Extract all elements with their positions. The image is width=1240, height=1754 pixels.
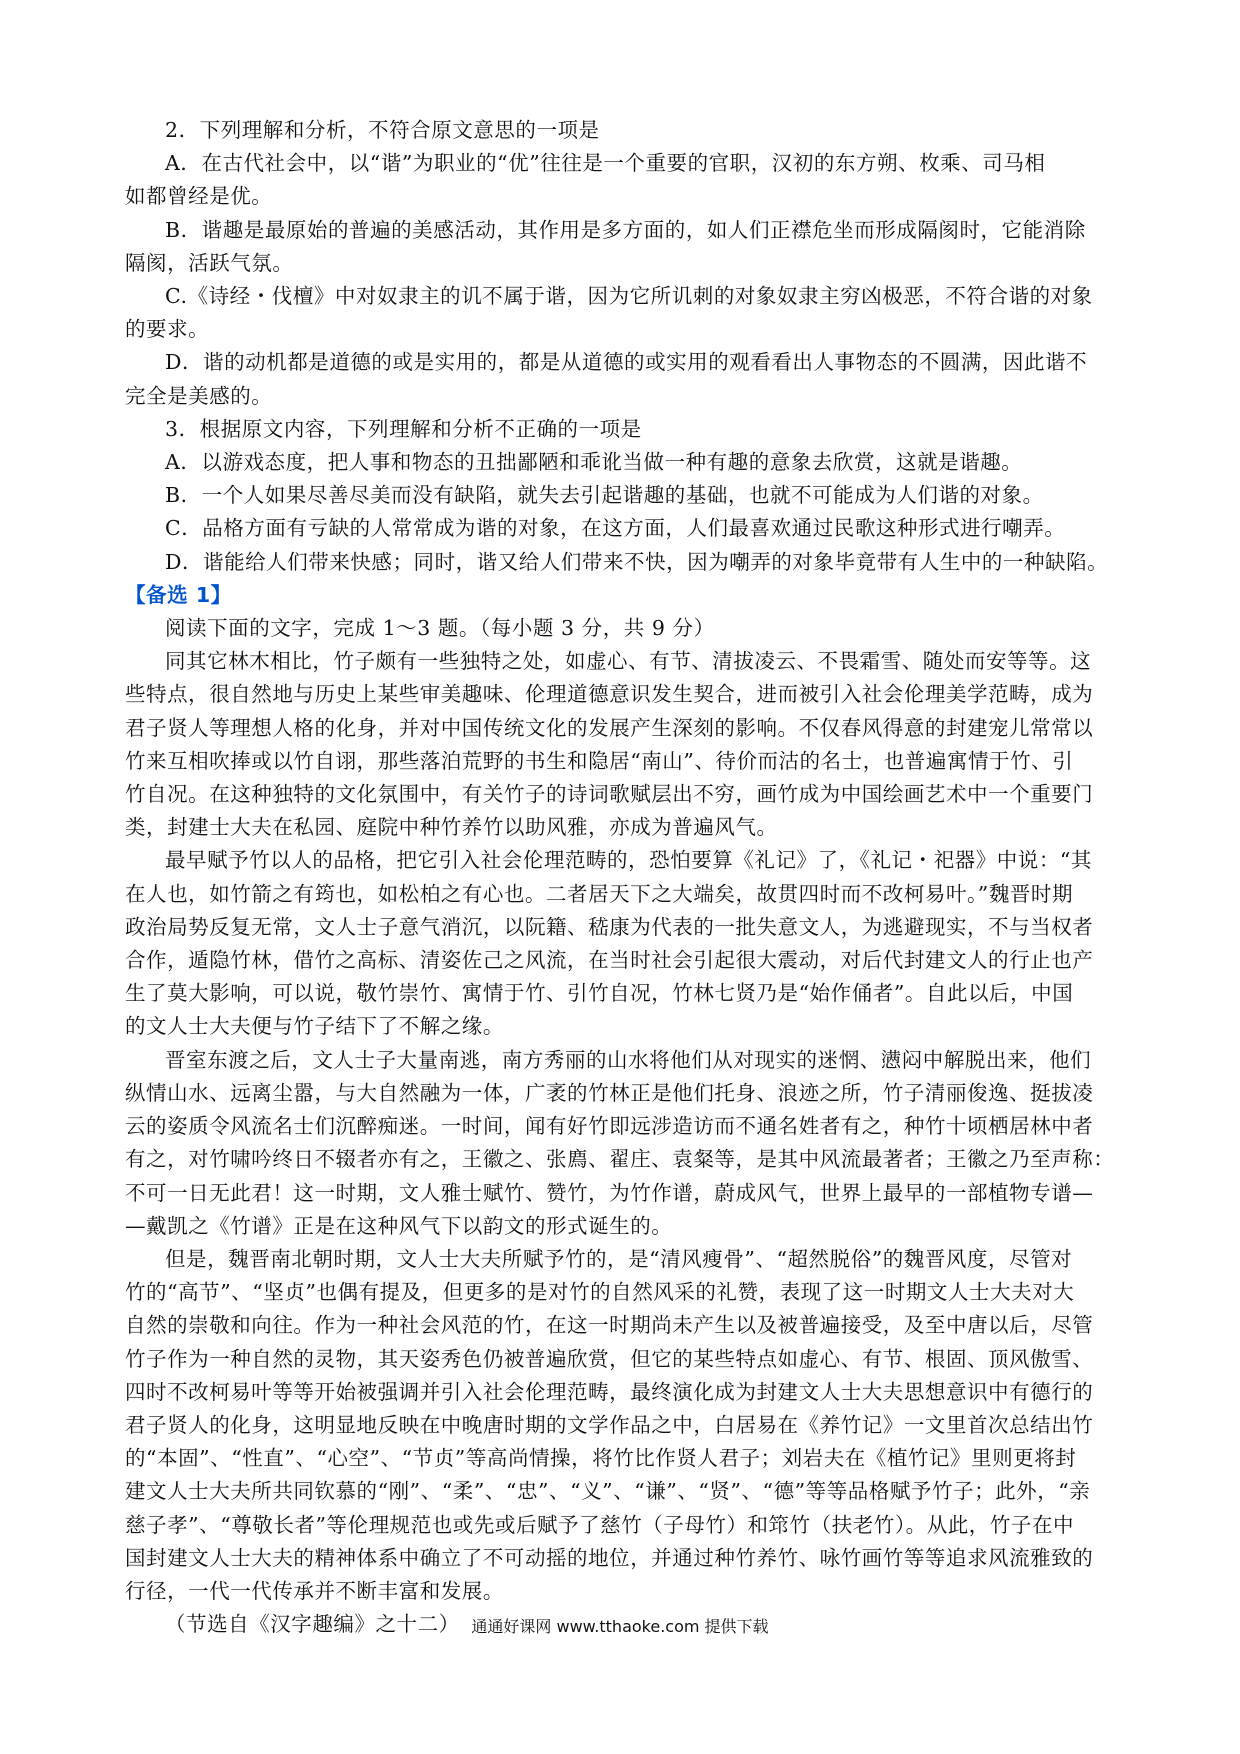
question-3 (125, 413, 1121, 579)
document-body (125, 114, 1121, 1641)
option-b: B．一个人如果尽善尽美而没有缺陷，就失去引起谐趣的基础，也就不可能成为人们谐的对象。 (165, 483, 1044, 508)
passage-paragraph-2: 最早赋予竹以人的品格，把它引入社会伦理范畴的，恐怕要算《礼记》了，《礼记・祀器》中说：“其 在人也，如竹箭之有筠也，如松柏之有心也。二者居天下之大端矣，故贯四时而不改柯易叶。”魏晋时期 政治局势反复无常，文人士子意气消沉，以阮籍、嵇康为代表的一批失意文人，为逃避现实，不与当权者 合作，遁隐竹林，借竹之高标、清姿佐己之风流，在当时社会引起很大震动，对后代封建文人的行止也产 生了莫大影响，可以说，敬竹崇竹、寓情于竹、引竹自况，竹林七贤乃是“始作俑者”。自此以后，中国 的文人士大夫便与竹子结下了不解之缘。 (125, 848, 1094, 1039)
reading-instruction: 阅读下面的文字，完成 1～3 题。（每小题 3 分，共 9 分） (165, 616, 715, 641)
option-a: A．以游戏态度，把人事和物态的丑拙鄙陋和乖讹当做一种有趣的意象去欣赏，这就是谐趣。 (165, 450, 1023, 475)
passage-paragraph-3: 晋室东渡之后，文人士子大量南逃，南方秀丽的山水将他们从对现实的迷惘、懑闷中解脱出来，他们 纵情山水、远离尘嚣，与大自然融为一体，广袤的竹林正是他们托身、浪迹之所，竹子清丽俊逸、挺拔凌 云的姿质令风流名士们沉醉痴迷。一时间，闻有好竹即远涉造访而不通名姓者有之，种竹十顷栖居林中者 有之，对竹啸吟终日不辍者亦有之，王徽之、张廌、翟庄、袁粲等，是其中风流最著者；王徽之乃至声称： 不可一日无此君！这一时期，文人雅士赋竹、赞竹，为竹作谱，蔚成风气，世界上最早的一部植物专谱— —戴凯之《竹谱》正是在这种风气下以韵文的形式诞生的。 (125, 1047, 1115, 1238)
option-c: C.《诗经・伐檀》中对奴隶主的讥不属于谐，因为它所讥刺的对象奴隶主穷凶极恶，不符合谐的对象 的要求。 (125, 284, 1093, 342)
option-d: D．谐能给人们带来快感；同时，谐又给人们带来不快，因为嘲弄的对象毕竟带有人生中的一种缺陷。 (165, 549, 1109, 574)
question-stem: 2．下列理解和分析，不符合原文意思的一项是 (165, 118, 600, 142)
passage-paragraph-1: 同其它林木相比，竹子颇有一些独特之处，如虚心、有节、清拔凌云、不畏霜雪、随处而安等等。这 些特点，很自然地与历史上某些审美趣味、伦理道德意识发生契合，进而被引入社会伦理美学范畴，成为 君子贤人等理想人格的化身，并对中国传统文化的发展产生深刻的影响。不仅春风得意的封建宠儿常常以 竹来互相吹捧或以竹自诩，那些落泊荒野的书生和隐居“南山”、待价而沽的名士，也普遍寓情于竹、引 竹自况。在这种独特的文化氛围中，有关竹子的诗词歌赋层出不穷，画竹成为中国绘画艺术中一个重要门 类，封建士大夫在私园、庭院中种竹养竹以助风雅，亦成为普遍风气。 (125, 649, 1094, 840)
option-b: B．谐趣是最原始的普遍的美感活动，其作用是多方面的，如人们正襟危坐而形成隔阂时，它能消除 隔阂，活跃气氛。 (125, 217, 1086, 275)
option-d: D．谐的动机都是道德的或是实用的，都是从道德的或实用的观看看出人事物态的不圆满，因此谐不 完全是美感的。 (125, 350, 1088, 408)
source-citation: （节选自《汉字趣编》之十二） (165, 1612, 460, 1637)
question-2 (125, 114, 1121, 413)
backup-section-heading: 【备选 1】 (125, 582, 232, 607)
page-footer: 通通好课网 www.tthaoke.com 提供下载 (471, 1617, 769, 1636)
question-stem: 3．根据原文内容，下列理解和分析不正确的一项是 (165, 416, 642, 441)
passage-paragraph-4: 但是，魏晋南北朝时期，文人士大夫所赋予竹的，是“清风瘦骨”、“超然脱俗”的魏晋风度，尽管对 竹的“高节”、“坚贞”也偶有提及，但更多的是对竹的自然风采的礼赞，表现了这一时期文人士大夫对大 自然的崇敬和向往。作为一种社会风范的竹，在这一时期尚未产生以及被普遍接受，及至中唐以后，尽管 竹子作为一种自然的灵物，其天姿秀色仍被普遍欣赏，但它的某些特点如虚心、有节、根固、顶风傲雪、 四时不改柯易叶等等开始被强调并引入社会伦理范畴，最终演化成为封建文人士大夫思想意识中有德行的 君子贤人的化身，这明显地反映在中晚唐时期的文学作品之中，白居易在《养竹记》一文里首次总结出竹 的“本固”、“性直”、“心空”、“节贞”等高尚情操，将竹比作贤人君子；刘岩夫在《植竹记》里则更将封 建文人士大夫所共同钦慕的“刚”、“柔”、“忠”、“义”、“谦”、“贤”、“德”等等品格赋予竹子；此外，“亲 慈子孝”、“尊敬长者”等伦理规范也或先或后赋予了慈竹（子母竹）和筇竹（扶老竹）。从此，竹子在中 国封建文人士大夫的精神体系中确立了不可动摇的地位，并通过种竹养竹、咏竹画竹等等追求风流雅致的 行径，一代一代传承并不断丰富和发展。 (125, 1246, 1094, 1603)
option-a: A．在古代社会中，以“谐”为职业的“优”往往是一个重要的官职，汉初的东方朔、枚乘、司马相 如都曾经是优。 (125, 151, 1046, 209)
option-c: C．品格方面有亏缺的人常常成为谐的对象，在这方面，人们最喜欢通过民歌这种形式进行嘲弄。 (165, 516, 1066, 541)
